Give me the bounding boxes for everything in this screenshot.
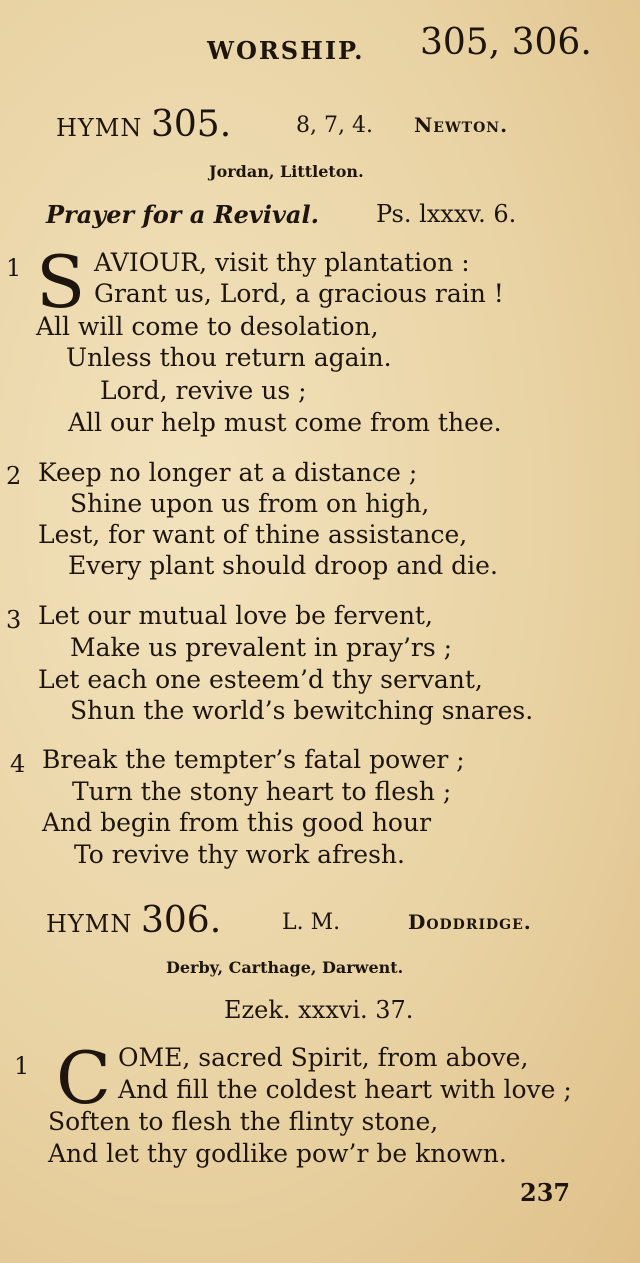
hymn-306-scripture-ref: Ezek. xxxvi. 37. bbox=[224, 996, 414, 1024]
hymn-label: HYMN bbox=[46, 910, 133, 938]
running-header-numbers: 305, 306. bbox=[420, 22, 592, 63]
drop-cap: S bbox=[36, 240, 86, 324]
verse-line: Let each one esteem’d thy servant, bbox=[38, 665, 483, 694]
hymn-306-tunes: Derby, Carthage, Darwent. bbox=[166, 958, 404, 977]
hymn-306-author: Doddridge. bbox=[408, 910, 532, 934]
verse-line: AVIOUR, visit thy plantation : bbox=[94, 248, 470, 277]
hymn-number: 305. bbox=[151, 104, 232, 145]
hymn-label: HYMN bbox=[56, 114, 143, 142]
hymn-305-title bbox=[56, 104, 231, 145]
verse-line: Shine upon us from on high, bbox=[70, 489, 430, 518]
verse-line: Make us prevalent in pray’rs ; bbox=[70, 633, 453, 662]
verse-line: Let our mutual love be fervent, bbox=[38, 601, 433, 630]
hymn-number: 306. bbox=[141, 900, 222, 941]
verse-number: 4 bbox=[10, 750, 26, 778]
hymn-305-author: Newton. bbox=[414, 113, 509, 137]
verse-line: Every plant should droop and die. bbox=[68, 551, 498, 580]
verse-line: Turn the stony heart to flesh ; bbox=[72, 777, 452, 806]
running-header-section: WORSHIP. bbox=[207, 36, 365, 65]
verse-line: Keep no longer at a distance ; bbox=[38, 458, 418, 487]
verse-line: And let thy godlike pow’r be known. bbox=[48, 1139, 507, 1168]
subject-title: Prayer for a Revival. bbox=[46, 200, 319, 229]
verse-line: Grant us, Lord, a gracious rain ! bbox=[94, 279, 504, 308]
hymn-305-subject bbox=[46, 200, 319, 229]
verse-number: 1 bbox=[6, 254, 22, 282]
verse-line: Shun the world’s bewitching snares. bbox=[70, 696, 534, 725]
hymn-305-meter: 8, 7, 4. bbox=[296, 113, 373, 138]
hymn-306-meter: L. M. bbox=[282, 910, 341, 935]
verse-line: To revive thy work afresh. bbox=[74, 840, 405, 869]
hymn-306-title bbox=[46, 900, 221, 941]
verse-number: 3 bbox=[6, 606, 22, 634]
verse-line: OME, sacred Spirit, from above, bbox=[118, 1043, 529, 1072]
hymn-305-tunes: Jordan, Littleton. bbox=[209, 162, 364, 181]
verse-line: Lest, for want of thine assistance, bbox=[38, 520, 468, 549]
hymn-305-scripture-ref: Ps. lxxxv. 6. bbox=[376, 200, 517, 228]
verse-line: And fill the coldest heart with love ; bbox=[118, 1075, 572, 1104]
verse-line: Break the tempter’s fatal power ; bbox=[42, 745, 465, 774]
verse-line: Unless thou return again. bbox=[66, 343, 392, 372]
verse-line: And begin from this good hour bbox=[42, 808, 432, 837]
verse-number: 2 bbox=[6, 462, 22, 490]
verse-line: All our help must come from thee. bbox=[68, 408, 502, 437]
verse-line: Soften to flesh the flinty stone, bbox=[48, 1107, 439, 1136]
verse-line: All will come to desolation, bbox=[36, 312, 379, 341]
drop-cap: C bbox=[56, 1036, 112, 1120]
verse-line: Lord, revive us ; bbox=[100, 376, 307, 405]
page-number: 237 bbox=[520, 1178, 571, 1207]
verse-number: 1 bbox=[14, 1052, 30, 1080]
